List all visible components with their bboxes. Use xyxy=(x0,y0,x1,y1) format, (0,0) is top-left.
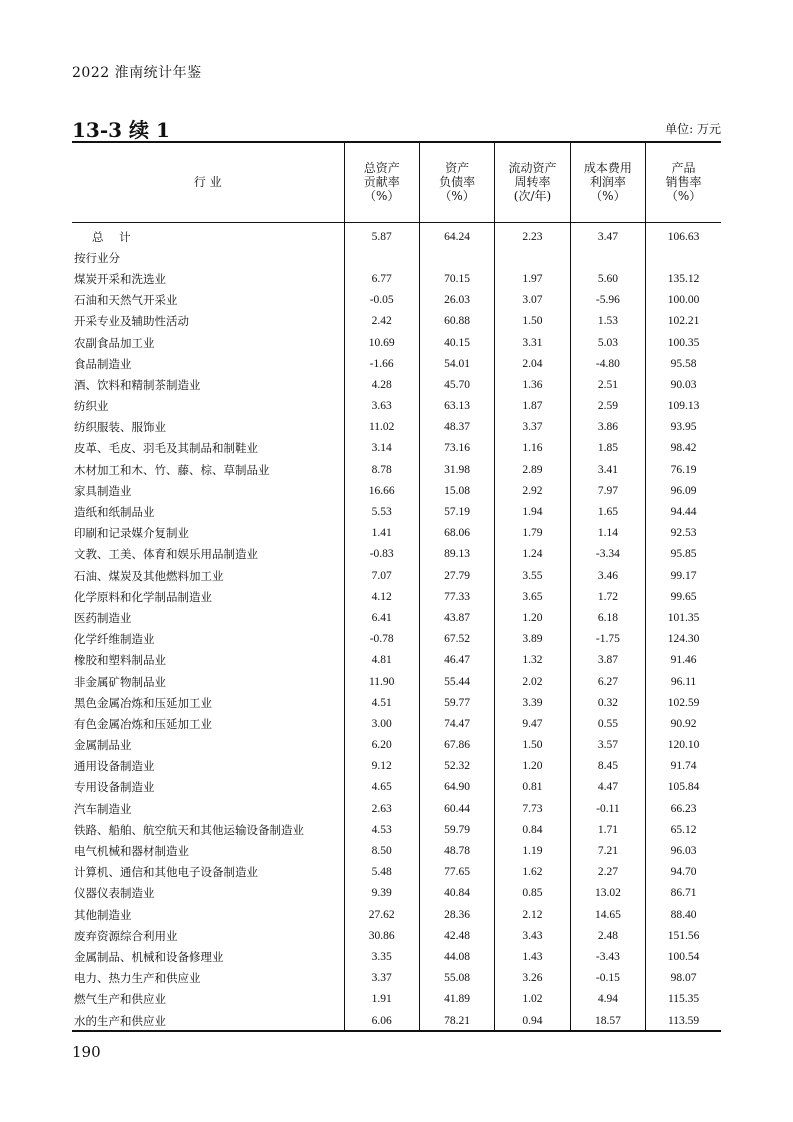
table-cell: 11.02 xyxy=(344,417,419,438)
table-cell: 3.55 xyxy=(495,565,570,586)
table-row xyxy=(72,222,721,247)
table-cell: 1.62 xyxy=(495,862,570,883)
column-header-line: 销售率 xyxy=(665,175,702,189)
table-cell: 106.63 xyxy=(646,222,721,247)
industry-name: 铁路、船舶、航空航天和其他运输设备制造业 xyxy=(74,822,304,837)
table-cell: 98.42 xyxy=(646,438,721,459)
table-body xyxy=(72,222,721,1031)
table-cell: 5.87 xyxy=(344,222,419,247)
table-row xyxy=(72,1010,721,1031)
table-cell: 1.32 xyxy=(495,650,570,671)
table-cell: 9.12 xyxy=(344,756,419,777)
table-cell: 1.71 xyxy=(570,819,645,840)
table-row xyxy=(72,396,721,417)
table-row xyxy=(72,904,721,925)
table-cell: 4.12 xyxy=(344,586,419,607)
table-cell: 2.89 xyxy=(495,459,570,480)
table-cell: 48.37 xyxy=(419,417,494,438)
table-cell: 0.32 xyxy=(570,692,645,713)
table-cell: 1.14 xyxy=(570,523,645,544)
column-header xyxy=(570,142,645,222)
column-header-line: （%） xyxy=(590,189,626,203)
table-cell: 5.03 xyxy=(570,332,645,353)
table-cell: 73.16 xyxy=(419,438,494,459)
table-cell: 67.52 xyxy=(419,629,494,650)
table-row xyxy=(72,925,721,946)
statistics-table xyxy=(72,142,721,1031)
table-cell: 102.21 xyxy=(646,311,721,332)
table-row xyxy=(72,544,721,565)
table-cell: 2.63 xyxy=(344,798,419,819)
table-row xyxy=(72,268,721,289)
table-cell: 66.23 xyxy=(646,798,721,819)
table-cell: 60.44 xyxy=(419,798,494,819)
table-cell: 2.42 xyxy=(344,311,419,332)
table-cell: 2.92 xyxy=(495,480,570,501)
table-cell: 6.18 xyxy=(570,607,645,628)
table-row xyxy=(72,840,721,861)
table-cell: 1.41 xyxy=(344,523,419,544)
table-cell: 94.70 xyxy=(646,862,721,883)
table-cell: 3.65 xyxy=(495,586,570,607)
table-cell: 3.41 xyxy=(570,459,645,480)
table-cell: 105.84 xyxy=(646,777,721,798)
column-header xyxy=(344,142,419,222)
table-cell: 3.47 xyxy=(570,222,645,247)
industry-name: 农副食品加工业 xyxy=(74,335,155,350)
table-cell: 7.07 xyxy=(344,565,419,586)
table-cell: 64.90 xyxy=(419,777,494,798)
industry-name: 其他制造业 xyxy=(74,907,132,922)
table-row xyxy=(72,459,721,480)
table-cell: 3.86 xyxy=(570,417,645,438)
table-cell: 2.12 xyxy=(495,904,570,925)
table-row xyxy=(72,290,721,311)
table-cell: 64.24 xyxy=(419,222,494,247)
table-cell: 3.35 xyxy=(344,946,419,967)
industry-name: 按行业分 xyxy=(74,250,120,265)
table-cell: 6.41 xyxy=(344,607,419,628)
column-header xyxy=(646,142,721,222)
table-cell: 52.32 xyxy=(419,756,494,777)
table-cell: 78.21 xyxy=(419,1010,494,1031)
table-row xyxy=(72,629,721,650)
table-cell: 16.66 xyxy=(344,480,419,501)
table-cell: 59.79 xyxy=(419,819,494,840)
industry-name: 黑色金属冶炼和压延加工业 xyxy=(74,695,212,710)
table-cell: -0.11 xyxy=(570,798,645,819)
table-cell: 101.35 xyxy=(646,607,721,628)
table-cell: 3.43 xyxy=(495,925,570,946)
table-cell: 1.53 xyxy=(570,311,645,332)
table-row xyxy=(72,671,721,692)
industry-name: 石油、煤炭及其他燃料加工业 xyxy=(74,568,224,583)
table-id: 13-3 续 1 xyxy=(72,118,170,142)
table-cell: 7.97 xyxy=(570,480,645,501)
table-cell: 96.11 xyxy=(646,671,721,692)
table-cell: 1.24 xyxy=(495,544,570,565)
table-cell: 4.28 xyxy=(344,374,419,395)
table-cell: -1.75 xyxy=(570,629,645,650)
column-header-line: (次/年) xyxy=(513,189,552,203)
table-cell: 3.26 xyxy=(495,968,570,989)
table-cell: 43.87 xyxy=(419,607,494,628)
table-cell: 40.15 xyxy=(419,332,494,353)
table-row xyxy=(72,777,721,798)
industry-name: 计算机、通信和其他电子设备制造业 xyxy=(74,865,258,880)
industry-name: 煤炭开采和洗选业 xyxy=(74,271,166,286)
table-cell: 42.48 xyxy=(419,925,494,946)
table-row xyxy=(72,607,721,628)
industry-name: 皮革、毛皮、羽毛及其制品和制鞋业 xyxy=(74,441,258,456)
column-header-line: 总资产 xyxy=(363,161,400,175)
table-cell: 46.47 xyxy=(419,650,494,671)
table-cell: 55.08 xyxy=(419,968,494,989)
industry-name: 酒、饮料和精制茶制造业 xyxy=(74,377,201,392)
table-cell: 48.78 xyxy=(419,840,494,861)
table-cell: 7.73 xyxy=(495,798,570,819)
table-cell: 1.19 xyxy=(495,840,570,861)
table-row xyxy=(72,374,721,395)
table-cell: 1.97 xyxy=(495,268,570,289)
table-cell: 8.78 xyxy=(344,459,419,480)
table-cell: 3.63 xyxy=(344,396,419,417)
table-cell: 4.94 xyxy=(570,989,645,1010)
table-cell: 5.60 xyxy=(570,268,645,289)
table-cell: 1.43 xyxy=(495,946,570,967)
table-cell: 3.57 xyxy=(570,735,645,756)
table-cell: 13.02 xyxy=(570,883,645,904)
table-cell: 55.44 xyxy=(419,671,494,692)
table-row xyxy=(72,650,721,671)
table-cell: 90.92 xyxy=(646,713,721,734)
table-cell: 4.81 xyxy=(344,650,419,671)
table-cell: -3.43 xyxy=(570,946,645,967)
table-row xyxy=(72,565,721,586)
table-cell: 3.37 xyxy=(495,417,570,438)
table-header xyxy=(72,142,721,222)
table-cell: 30.86 xyxy=(344,925,419,946)
table-row xyxy=(72,798,721,819)
table-cell: 3.87 xyxy=(570,650,645,671)
industry-name: 化学原料和化学制品制造业 xyxy=(74,589,212,604)
table-cell: 3.39 xyxy=(495,692,570,713)
column-header-line: 流动资产 xyxy=(508,161,557,175)
table-row xyxy=(72,735,721,756)
table-cell: 31.98 xyxy=(419,459,494,480)
table-cell: 3.31 xyxy=(495,332,570,353)
table-cell: 99.65 xyxy=(646,586,721,607)
table-cell: 1.36 xyxy=(495,374,570,395)
table-cell: 60.88 xyxy=(419,311,494,332)
table-cell: 45.70 xyxy=(419,374,494,395)
book-title: 2022 淮南统计年鉴 xyxy=(72,65,202,81)
table-cell: 89.13 xyxy=(419,544,494,565)
table-row xyxy=(72,862,721,883)
industry-name: 汽车制造业 xyxy=(74,801,132,816)
table-cell: 1.72 xyxy=(570,586,645,607)
table-cell: 67.86 xyxy=(419,735,494,756)
table-row xyxy=(72,989,721,1010)
table-row xyxy=(72,883,721,904)
table-row xyxy=(72,501,721,522)
table-cell: -0.78 xyxy=(344,629,419,650)
table-cell: 41.89 xyxy=(419,989,494,1010)
table-cell: 95.58 xyxy=(646,353,721,374)
table-cell: 0.84 xyxy=(495,819,570,840)
table-cell: 91.74 xyxy=(646,756,721,777)
industry-name: 印刷和记录媒介复制业 xyxy=(74,526,189,541)
table-row xyxy=(72,586,721,607)
table-cell: 98.07 xyxy=(646,968,721,989)
table-cell: 9.39 xyxy=(344,883,419,904)
table-cell: 0.94 xyxy=(495,1010,570,1031)
table-cell: 2.27 xyxy=(570,862,645,883)
table-cell: 100.54 xyxy=(646,946,721,967)
table-cell: 1.94 xyxy=(495,501,570,522)
column-header-line: 周转率 xyxy=(514,175,551,189)
column-header-line: 负债率 xyxy=(439,175,476,189)
table-cell: 40.84 xyxy=(419,883,494,904)
table-cell: 4.65 xyxy=(344,777,419,798)
column-header xyxy=(72,142,344,222)
table-cell xyxy=(344,247,419,268)
column-header-line: 贡献率 xyxy=(363,175,400,189)
table-row xyxy=(72,332,721,353)
table-cell: 15.08 xyxy=(419,480,494,501)
table-cell: 54.01 xyxy=(419,353,494,374)
column-header-line: 产品 xyxy=(671,161,696,175)
table-cell: -0.83 xyxy=(344,544,419,565)
industry-name: 有色金属冶炼和压延加工业 xyxy=(74,716,212,731)
table-cell: 2.23 xyxy=(495,222,570,247)
table-row xyxy=(72,523,721,544)
industry-name: 家具制造业 xyxy=(74,483,132,498)
page-number: 190 xyxy=(72,1043,101,1061)
table-cell: 57.19 xyxy=(419,501,494,522)
table-cell: 1.79 xyxy=(495,523,570,544)
column-header-line: （%） xyxy=(364,189,400,203)
table-cell: 93.95 xyxy=(646,417,721,438)
table-cell: 1.85 xyxy=(570,438,645,459)
column-header-line: 行 业 xyxy=(193,175,222,189)
table-cell: 1.65 xyxy=(570,501,645,522)
table-row xyxy=(72,756,721,777)
column-header-line: （%） xyxy=(665,189,702,203)
unit-label: 单位: 万元 xyxy=(665,122,721,136)
column-header-line: 资产 xyxy=(445,161,470,175)
industry-name: 燃气生产和供应业 xyxy=(74,992,166,1007)
table-cell: 95.85 xyxy=(646,544,721,565)
table-cell xyxy=(646,247,721,268)
table-cell: 100.00 xyxy=(646,290,721,311)
table-cell xyxy=(419,247,494,268)
table-cell: 65.12 xyxy=(646,819,721,840)
industry-name: 橡胶和塑料制品业 xyxy=(74,653,166,668)
table-cell: 68.06 xyxy=(419,523,494,544)
industry-name: 电气机械和器材制造业 xyxy=(74,844,189,859)
table-cell: 8.50 xyxy=(344,840,419,861)
table-cell: -5.96 xyxy=(570,290,645,311)
table-cell: 91.46 xyxy=(646,650,721,671)
table-cell xyxy=(570,247,645,268)
table-row xyxy=(72,311,721,332)
table-cell: 3.00 xyxy=(344,713,419,734)
table-cell: 3.07 xyxy=(495,290,570,311)
table-cell: 2.48 xyxy=(570,925,645,946)
table-cell: 90.03 xyxy=(646,374,721,395)
table-cell: 2.59 xyxy=(570,396,645,417)
table-cell: 1.20 xyxy=(495,607,570,628)
header-row xyxy=(72,142,721,222)
table-cell: 96.03 xyxy=(646,840,721,861)
table-cell: 77.33 xyxy=(419,586,494,607)
table-row xyxy=(72,480,721,501)
column-header-line: （%） xyxy=(439,189,475,203)
table-cell: 0.85 xyxy=(495,883,570,904)
column-header xyxy=(495,142,570,222)
table-cell: 1.91 xyxy=(344,989,419,1010)
table-cell: 0.55 xyxy=(570,713,645,734)
table-cell: 86.71 xyxy=(646,883,721,904)
industry-name: 通用设备制造业 xyxy=(74,759,155,774)
table-cell: 11.90 xyxy=(344,671,419,692)
table-cell: 1.16 xyxy=(495,438,570,459)
table-cell: 1.50 xyxy=(495,311,570,332)
table-cell: 94.44 xyxy=(646,501,721,522)
industry-name: 电力、热力生产和供应业 xyxy=(74,971,201,986)
table-cell: 151.56 xyxy=(646,925,721,946)
table-cell: 8.45 xyxy=(570,756,645,777)
table-cell: 99.17 xyxy=(646,565,721,586)
table-cell: 3.46 xyxy=(570,565,645,586)
industry-name: 总 计 xyxy=(92,229,137,244)
table-cell: 120.10 xyxy=(646,735,721,756)
table-cell: 6.27 xyxy=(570,671,645,692)
table-cell: 6.06 xyxy=(344,1010,419,1031)
industry-name: 木材加工和木、竹、藤、棕、草制品业 xyxy=(74,462,270,477)
table-cell: 70.15 xyxy=(419,268,494,289)
table-cell: 0.81 xyxy=(495,777,570,798)
table-cell: 7.21 xyxy=(570,840,645,861)
column-header-line: 成本费用 xyxy=(583,161,632,175)
table-cell: 4.53 xyxy=(344,819,419,840)
table-cell: 44.08 xyxy=(419,946,494,967)
table-row xyxy=(72,968,721,989)
industry-name: 开采专业及辅助性活动 xyxy=(74,314,189,329)
table-cell: 18.57 xyxy=(570,1010,645,1031)
industry-name: 仪器仪表制造业 xyxy=(74,886,155,901)
industry-name: 专用设备制造业 xyxy=(74,780,155,795)
industry-name: 金属制品、机械和设备修理业 xyxy=(74,949,224,964)
table-row xyxy=(72,353,721,374)
table-row xyxy=(72,417,721,438)
table-cell: 28.36 xyxy=(419,904,494,925)
column-header-line: 利润率 xyxy=(589,175,626,189)
industry-name: 石油和天然气开采业 xyxy=(74,293,178,308)
table-row xyxy=(72,438,721,459)
table-row xyxy=(72,819,721,840)
industry-name: 废弃资源综合利用业 xyxy=(74,928,178,943)
table-cell: 1.20 xyxy=(495,756,570,777)
table-row xyxy=(72,247,721,268)
industry-name: 纺织服装、服饰业 xyxy=(74,420,166,435)
table-cell: 96.09 xyxy=(646,480,721,501)
table-cell: 3.14 xyxy=(344,438,419,459)
industry-name: 文教、工美、体育和娱乐用品制造业 xyxy=(74,547,258,562)
column-header xyxy=(419,142,494,222)
table-cell: 4.51 xyxy=(344,692,419,713)
table-cell: 27.62 xyxy=(344,904,419,925)
industry-name: 造纸和纸制品业 xyxy=(74,505,155,520)
table-cell: -4.80 xyxy=(570,353,645,374)
table-cell: 124.30 xyxy=(646,629,721,650)
industry-name: 水的生产和供应业 xyxy=(74,1013,166,1028)
table-cell: 115.35 xyxy=(646,989,721,1010)
table-cell: 2.02 xyxy=(495,671,570,692)
table-cell: 109.13 xyxy=(646,396,721,417)
table-cell: 9.47 xyxy=(495,713,570,734)
table-row xyxy=(72,946,721,967)
table-cell: 1.87 xyxy=(495,396,570,417)
table-cell: 74.47 xyxy=(419,713,494,734)
table-cell: 76.19 xyxy=(646,459,721,480)
table-cell: 3.89 xyxy=(495,629,570,650)
table-cell: 6.20 xyxy=(344,735,419,756)
table-cell: 14.65 xyxy=(570,904,645,925)
table-cell: 5.48 xyxy=(344,862,419,883)
table-cell: 3.37 xyxy=(344,968,419,989)
industry-name: 医药制造业 xyxy=(74,610,132,625)
industry-name: 金属制品业 xyxy=(74,738,132,753)
table-cell: 1.50 xyxy=(495,735,570,756)
table-cell: -0.05 xyxy=(344,290,419,311)
table-cell: 135.12 xyxy=(646,268,721,289)
table-cell: -1.66 xyxy=(344,353,419,374)
table-cell: 26.03 xyxy=(419,290,494,311)
table-cell: 77.65 xyxy=(419,862,494,883)
table-cell: 6.77 xyxy=(344,268,419,289)
table-cell xyxy=(495,247,570,268)
table-cell: 102.59 xyxy=(646,692,721,713)
table-row xyxy=(72,713,721,734)
table-cell: -3.34 xyxy=(570,544,645,565)
industry-name: 食品制造业 xyxy=(74,356,132,371)
table-cell: -0.15 xyxy=(570,968,645,989)
table-cell: 2.04 xyxy=(495,353,570,374)
table-cell: 113.59 xyxy=(646,1010,721,1031)
table-cell: 100.35 xyxy=(646,332,721,353)
table-cell: 88.40 xyxy=(646,904,721,925)
table-cell: 27.79 xyxy=(419,565,494,586)
table-cell: 63.13 xyxy=(419,396,494,417)
table-cell: 59.77 xyxy=(419,692,494,713)
industry-name: 纺织业 xyxy=(74,399,109,414)
industry-name: 化学纤维制造业 xyxy=(74,632,155,647)
table-cell: 4.47 xyxy=(570,777,645,798)
table-cell: 1.02 xyxy=(495,989,570,1010)
table-cell: 10.69 xyxy=(344,332,419,353)
table-cell: 92.53 xyxy=(646,523,721,544)
table-cell: 5.53 xyxy=(344,501,419,522)
industry-name: 非金属矿物制品业 xyxy=(74,674,166,689)
table-cell: 2.51 xyxy=(570,374,645,395)
table-row xyxy=(72,692,721,713)
